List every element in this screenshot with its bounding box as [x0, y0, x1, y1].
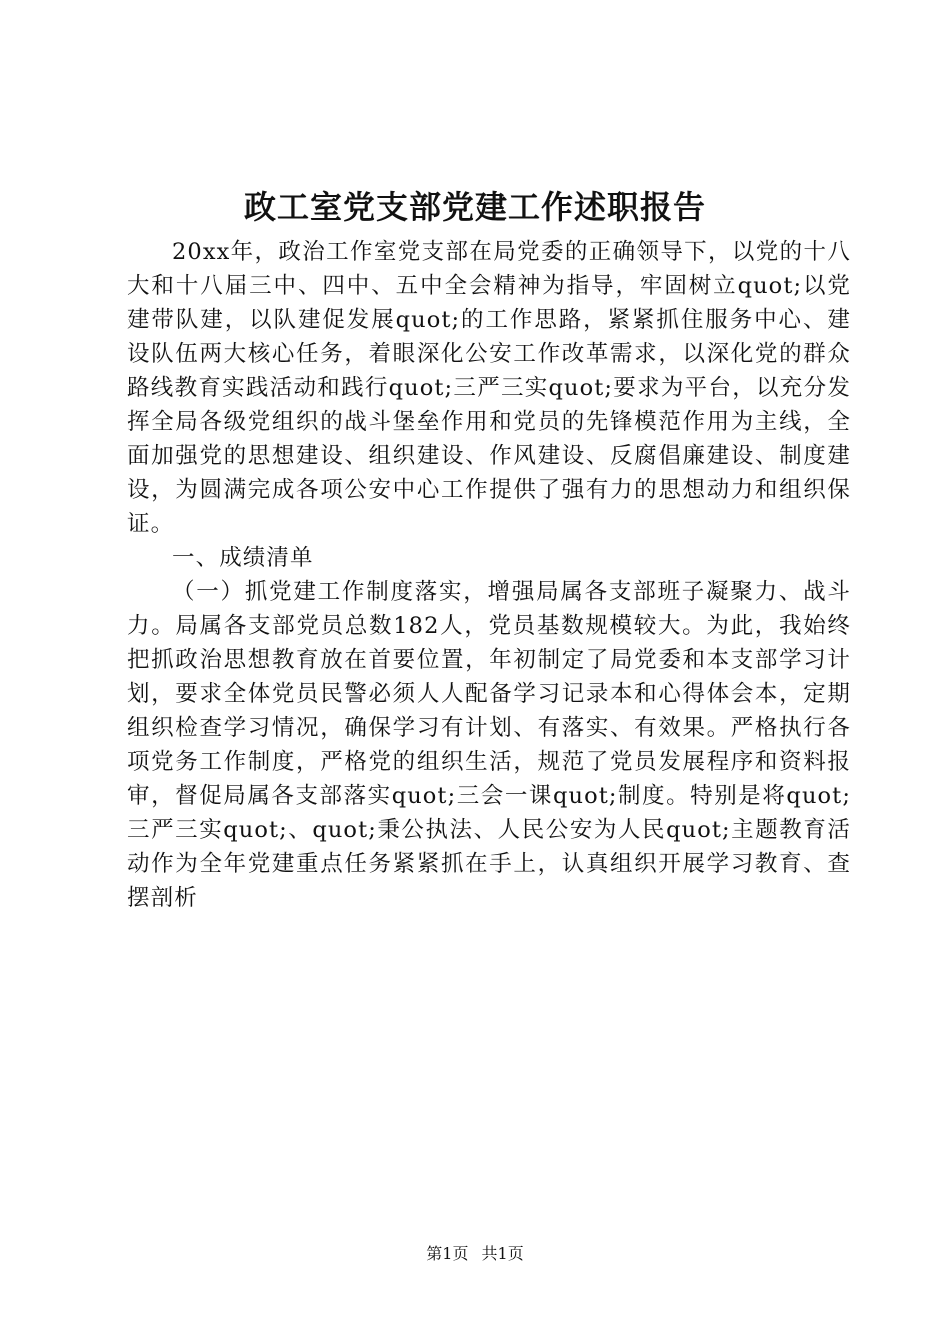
- document-title: 政工室党支部党建工作述职报告: [243, 188, 706, 226]
- page-number: 第1页: [426, 1244, 469, 1263]
- section-paragraph: （一）抓党建工作制度落实，增强局属各支部班子凝聚力、战斗力。局属各支部党员总数182人，党员基数规模较大。为此，我始终把抓政治思想教育放在首要位置，年初制定了局党委和本支部学习计划，要求全体党员民警必须人人配备学习记录本和心得体会本，定期组织检查学习情况，确保学习有计划、有落实、有效果。严格执行各项党务工作制度，严格党的组织生活，规范了党员发展程序和资料报审，督促局属各支部落实quot;三会一课quot;制度。特别是将quot;三严三实quot;、quot;秉公执法、人民公安为人民quot;主题教育活动作为全年党建重点任务紧紧抓在手上，认真组织开展学习教育、查摆剖析: [127, 579, 851, 911]
- document-body: [127, 235, 851, 915]
- intro-paragraph: 20xx年，政治工作室党支部在局党委的正确领导下，以党的十八大和十八届三中、四中、五中全会精神为指导，牢固树立quot;以党建带队建，以队建促发展quot;的工作思路，紧紧抓住服务中心、建设队伍两大核心任务，着眼深化公安工作改革需求，以深化党的群众路线教育实践活动和践行quot;三严三实quot;要求为平台，以充分发挥全局各级党组织的战斗堡垒作用和党员的先锋模范作用为主线，全面加强党的思想建设、组织建设、作风建设、反腐倡廉建设、制度建设，为圆满完成各项公安中心工作提供了强有力的思想动力和组织保证。: [127, 239, 851, 537]
- section-heading: 一、成绩清单: [172, 545, 314, 571]
- page-total: 共1页: [481, 1244, 524, 1263]
- page-footer: [0, 1242, 950, 1266]
